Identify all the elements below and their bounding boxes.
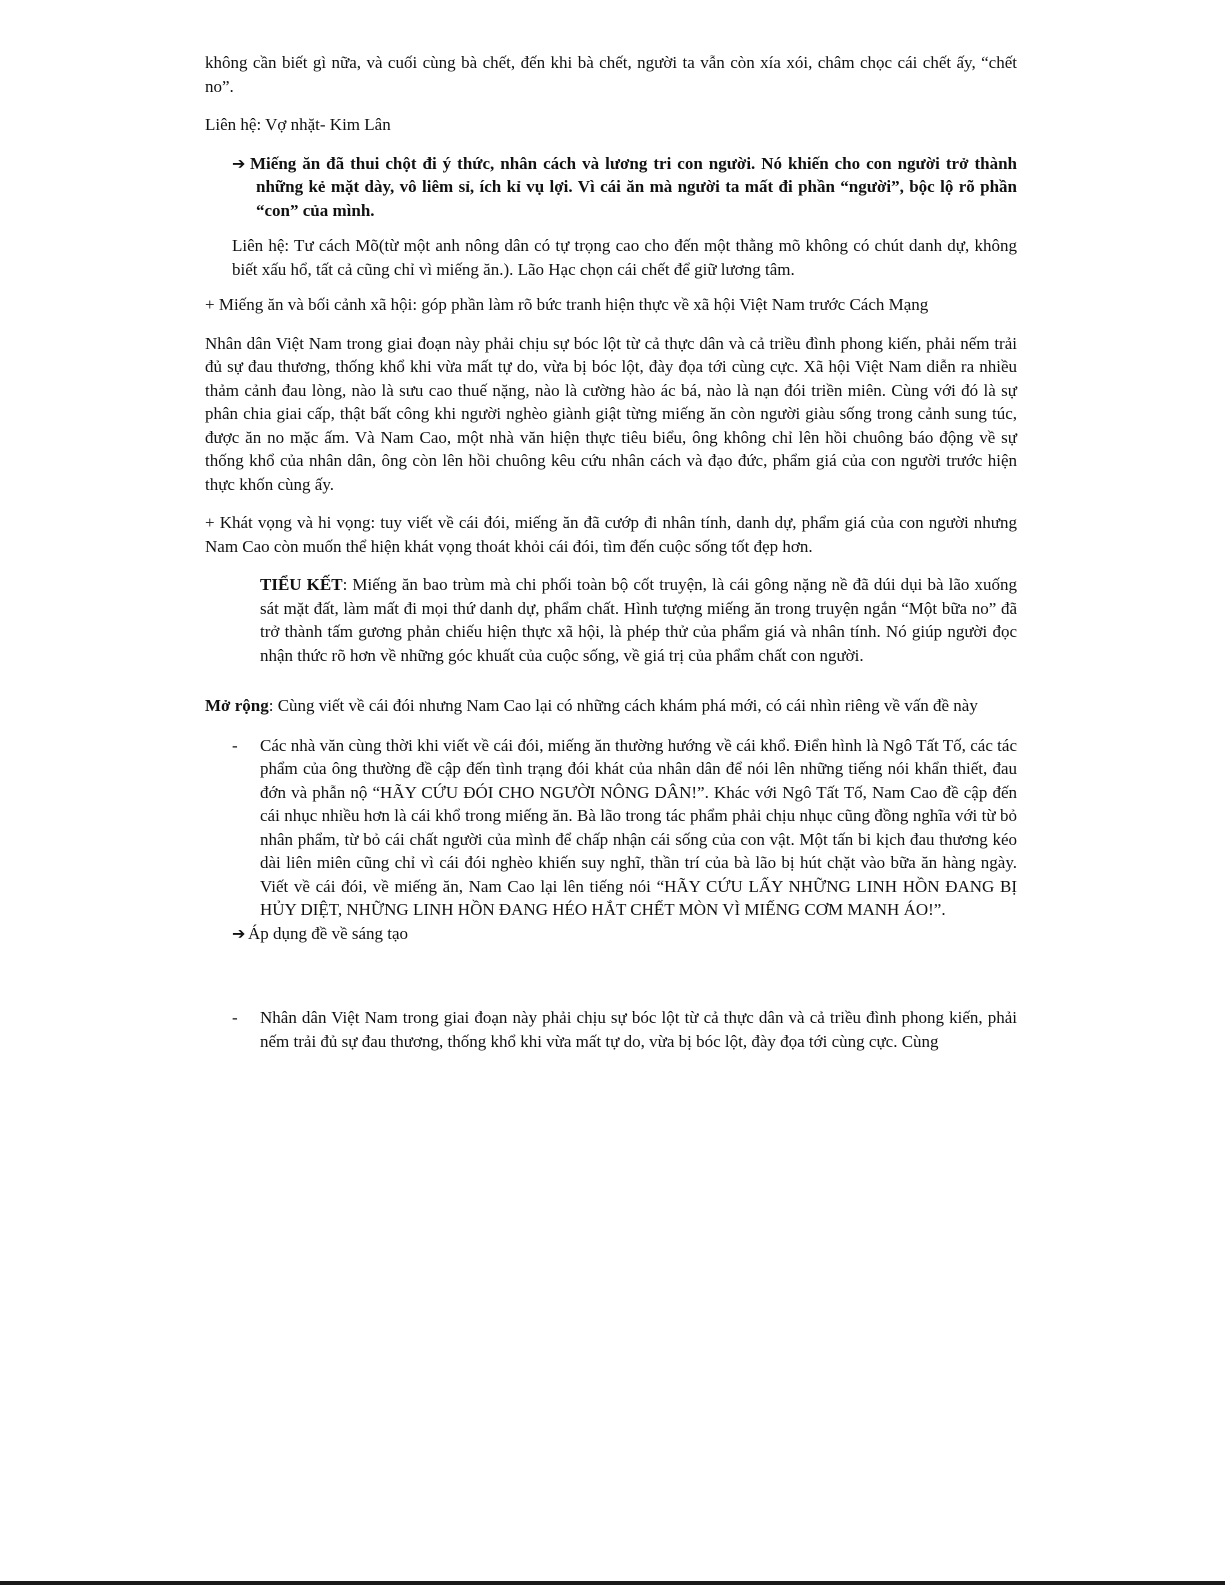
expand-paragraph xyxy=(205,694,1017,718)
arrow-icon: ➔ xyxy=(232,923,246,943)
society-paragraph: Nhân dân Việt Nam trong giai đoạn này phải chịu sự bóc lột từ cả thực dân và cả triều đình phong kiến, phải nếm trải đủ sự đau thương, thống khổ khi vừa mất tự do, vừa bị bóc lột, đày đọa tới cùng cực. Xã hội Việt Nam diễn ra nhiều thảm cảnh đau lòng, nào là sưu cao thuế nặng, nào là cường hào ác bá, nào là nạn đói triền miên. Cùng với đó là sự phân chia giai cấp, thật bất công khi người nghèo giành giật từng miếng ăn còn người giàu sống trong cảnh sung túc, được ăn no mặc ấm. Và Nam Cao, một nhà văn hiện thực tiêu biểu, ông không chỉ lên hồi chuông báo động về sự thống khổ của nhân dân, ông còn lên hồi chuông kêu cứu nhân cách và đạo đức, phẩm giá của con người trước hiện thực khốn cùng ấy. xyxy=(205,333,1017,494)
conclusion-paragraph xyxy=(232,152,1017,223)
aspiration-paragraph: + Khát vọng và hi vọng: tuy viết về cái đói, miếng ăn đã cướp đi nhân tính, danh dự, phẩm giá của con người nhưng Nam Cao còn muốn thể hiện khát vọng thoát khỏi cái đói, tìm đến cuộc sống tốt đẹp hơn. xyxy=(205,513,1017,556)
summary-label: TIỂU KẾT xyxy=(260,575,343,594)
summary-text: : Miếng ăn bao trùm mà chi phối toàn bộ cốt truyện, là cái gông nặng nề đã dúi dụi bà lão xuống sát mặt đất, làm mất đi mọi thứ danh dự, phẩm chất. Hình tượng miếng ăn trong truyện ngắn “Một bữa no” đã trở thành tấm gương phản chiếu hiện thực xã hội, là phép thử của phẩm giá và nhân tính. Nó giúp người đọc nhận thức rõ hơn về những góc khuất của cuộc sống, về giá trị của phẩm chất con người. xyxy=(260,575,1017,665)
bullet-text: Các nhà văn cùng thời khi viết về cái đói, miếng ăn thường hướng về cái khổ. Điển hình là Ngô Tất Tố, các tác phẩm của ông thường đề cập đến tình trạng đói khát của nhân dân để nói lên những tiếng nói khẩn thiết, đau đớn và phẫn nộ “HÃY CỨU ĐÓI CHO NGƯỜI NÔNG DÂN!”. Khác với Ngô Tất Tố, Nam Cao đề cập đến cái nhục nhiều hơn là cái khổ trong miếng ăn. Bà lão trong tác phẩm phải chịu nhục cũng đồng nghĩa với từ bỏ nhân phẩm, từ bỏ cái chất người của mình để chấp nhận cái sống của con vật. Một tấn bi kịch đau thương kéo dài liên miên cũng chỉ vì cái đói nghèo khiến suy nghĩ, thần trí của bà lão bị hút chặt vào bữa ăn hàng ngày. Viết về cái đói, về miếng ăn, Nam Cao lại lên tiếng nói “HÃY CỨU LẤY NHỮNG LINH HỒN ĐANG BỊ HỦY DIỆT, NHỮNG LINH HỒN ĐANG HÉO HẮT CHẾT MÒN VÌ MIẾNG CƠM MANH ÁO!”. xyxy=(260,735,1017,919)
bullet-dash: - xyxy=(232,1008,238,1027)
conclusion-text: Miếng ăn đã thui chột đi ý thức, nhân cách và lương tri con người. Nó khiến cho con người trở thành những kẻ mặt dày, vô liêm sỉ, ích kỉ vụ lợi. Vì cái ăn mà người ta mất đi phần “người”, bộc lộ rõ phần “con” của mình. xyxy=(250,153,1017,220)
bullet-text: Nhân dân Việt Nam trong giai đoạn này phải chịu sự bóc lột từ cả thực dân và cả triều đình phong kiến, phải nếm trải đủ sự đau thương, thống khổ khi vừa mất tự do, vừa bị bóc lột, đày đọa tới cùng cực. Cùng xyxy=(260,1008,1017,1051)
related-work-line: Liên hệ: Vợ nhặt- Kim Lân xyxy=(205,115,391,134)
summary-paragraph xyxy=(260,573,1017,667)
expand-text: : Cùng viết về cái đói nhưng Nam Cao lại có những cách khám phá mới, có cái nhìn riêng về vấn đề này xyxy=(268,696,978,715)
society-heading: + Miếng ăn và bối cảnh xã hội: góp phần làm rõ bức tranh hiện thực về xã hội Việt Nam trước Cách Mạng xyxy=(205,295,929,314)
bullet-dash: - xyxy=(232,735,238,755)
document-page xyxy=(205,51,1017,1053)
apply-text: Áp dụng đề về sáng tạo xyxy=(248,923,409,943)
arrow-icon: ➔ xyxy=(232,153,246,173)
list-item xyxy=(205,734,1017,922)
apply-line xyxy=(232,922,1017,946)
page-bottom-rule xyxy=(0,1581,1225,1585)
intro-paragraph: không cần biết gì nữa, và cuối cùng bà chết, đến khi bà chết, người ta vẫn còn xía xói, châm chọc cái chết ấy, “chết no”. xyxy=(205,53,1017,96)
list-item xyxy=(205,1006,1017,1053)
related-characters-paragraph: Liên hệ: Tư cách Mõ(từ một anh nông dân có tự trọng cao cho đến một thằng mõ không có chút danh dự, không biết xấu hổ, tất cả cũng chỉ vì miếng ăn.). Lão Hạc chọn cái chết để giữ lương tâm. xyxy=(232,236,1017,279)
expand-label: Mở rộng xyxy=(205,696,269,715)
